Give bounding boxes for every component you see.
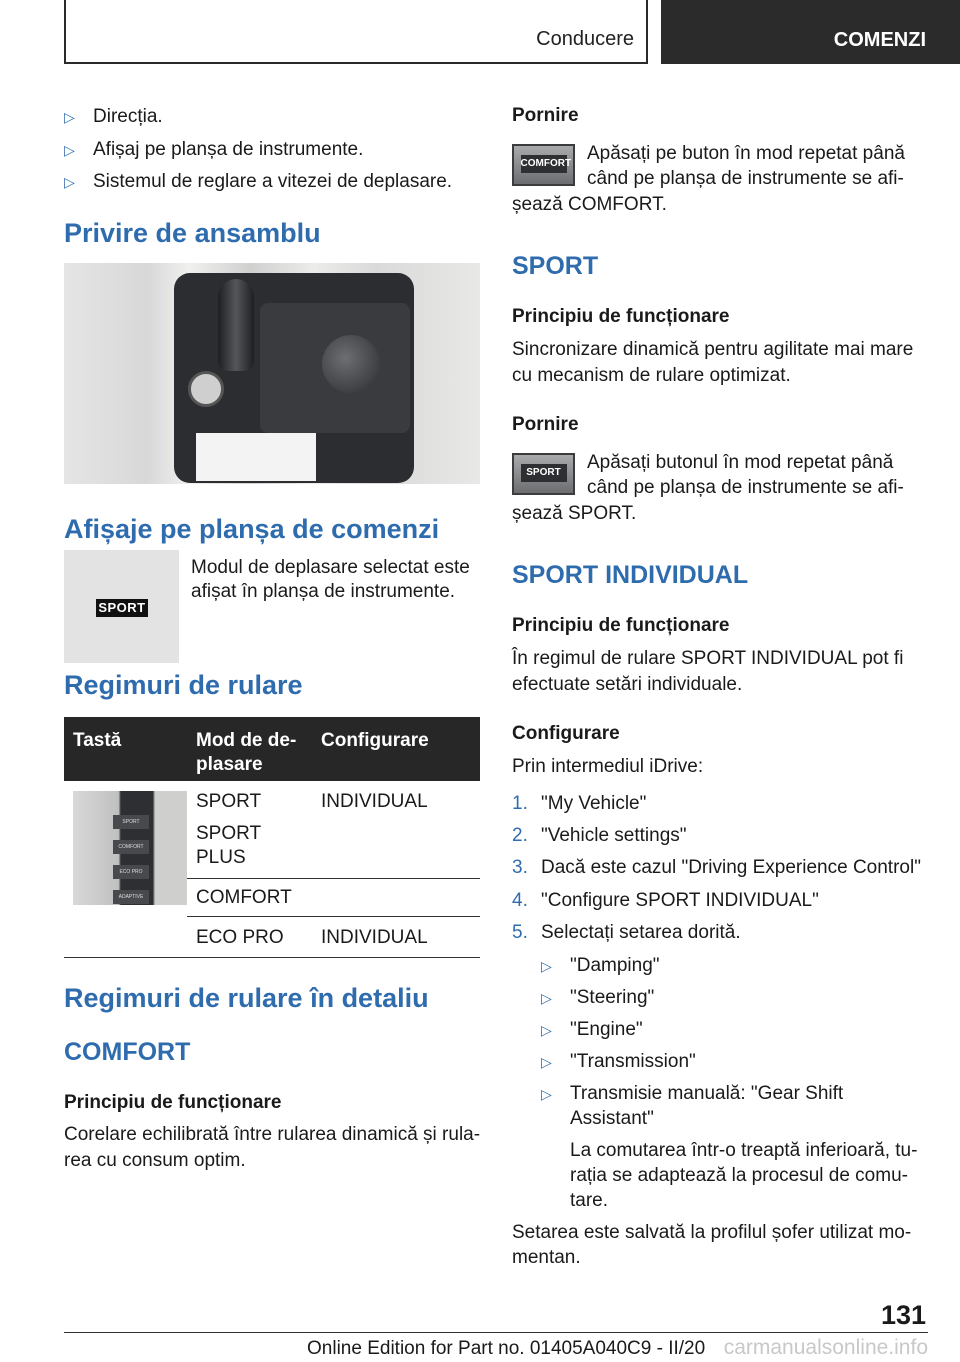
sport-start-heading: Pornire (512, 414, 579, 435)
page-number: 131 (880, 1300, 926, 1330)
comfort-text-line: Corelare echilibrată între rularea dinamică și rula- (64, 1124, 481, 1145)
comfort-text-line: rea cu consum optim. (64, 1150, 246, 1171)
sport-text-line: Sincronizare dinamică pentru agilitate mai mare (512, 339, 914, 360)
table-cell-mode: SPORT (196, 791, 262, 812)
sport-text-line: cu mecanism de rulare optimizat. (512, 365, 791, 386)
table-cell-config: INDIVIDUAL (321, 927, 428, 948)
comfort-start-line: când pe planșa de instrumente se afi- (587, 168, 904, 189)
comfort-start-line: Apăsați pe buton în mod repetat până (587, 143, 905, 164)
table-row-divider (187, 878, 480, 879)
table-row-divider (187, 916, 480, 917)
col-header-mode-cont: plasare (196, 754, 263, 775)
modes-heading: Regimuri de rulare (64, 670, 303, 700)
saved-text-line: Setarea este salvată la profilul șofer utilizat mo- (512, 1222, 912, 1243)
header-section-box (64, 0, 648, 64)
comfort-start-line: șează COMFORT. (512, 194, 667, 215)
table-bottom-rule (64, 957, 480, 958)
individual-heading: SPORT INDIVIDUAL (512, 561, 749, 589)
triangle-bullet-icon: ▷ (64, 174, 75, 190)
comfort-principle-heading: Principiu de funcționare (64, 1092, 282, 1113)
sport-heading: SPORT (512, 252, 599, 280)
watermark: carmanualsonline.info (723, 1336, 928, 1359)
sport-start-line: Apăsați butonul în mod repetat până (587, 452, 894, 473)
sport-principle-heading: Principiu de funcționare (512, 306, 730, 327)
triangle-bullet-icon: ▷ (541, 958, 552, 974)
driving-mode-buttons-photo: SPORT COMFORT ECO PRO ADAPTIVE (73, 791, 187, 905)
sport-start-line: șează SPORT. (512, 503, 637, 524)
table-header (64, 717, 480, 781)
console-graphic (174, 273, 414, 483)
config-heading: Configurare (512, 723, 620, 744)
table-cell-mode: ECO PRO (196, 927, 284, 948)
display-text-line: Modul de deplasare selectat este (191, 557, 470, 578)
comfort-heading: COMFORT (64, 1038, 191, 1066)
table-cell-mode: COMFORT (196, 887, 292, 908)
footer-edition: Online Edition for Part no. 01405A040C9 - II/20 (307, 1338, 706, 1359)
triangle-bullet-icon: ▷ (541, 1022, 552, 1038)
triangle-bullet-icon: ▷ (541, 990, 552, 1006)
table-cell-mode-cont: PLUS (196, 847, 246, 868)
idrive-knob-icon (322, 335, 380, 393)
triangle-bullet-icon: ▷ (541, 1054, 552, 1070)
sub-note-line: tare. (570, 1190, 609, 1211)
sub-list-item-cont: Assistant" (570, 1108, 654, 1129)
sport-button-image (512, 453, 575, 495)
individual-principle-heading: Principiu de funcționare (512, 615, 730, 636)
col-header-key: Tastă (73, 730, 122, 751)
sub-note-line: La comutarea într-o treaptă inferioară, tu- (570, 1140, 918, 1161)
saved-text-line: mentan. (512, 1247, 581, 1268)
header-section-label: Conducere (536, 28, 634, 50)
start-stop-icon (188, 371, 224, 407)
table-cell-mode: SPORT (196, 823, 262, 844)
table-cell-config: INDIVIDUAL (321, 791, 428, 812)
display-text-line: afișat în planșa de instrumente. (191, 581, 456, 602)
comfort-button-label: COMFORT (521, 155, 567, 173)
triangle-bullet-icon: ▷ (64, 109, 75, 125)
header-chapter-box (661, 0, 960, 64)
sport-start-line: când pe planșa de instrumente se afi- (587, 477, 904, 498)
triangle-bullet-icon: ▷ (541, 1086, 552, 1102)
footer-rule (64, 1332, 928, 1333)
center-console-photo (64, 263, 480, 484)
comfort-button-image (512, 144, 575, 186)
overview-heading: Privire de ansamblu (64, 218, 321, 248)
sport-button-label: SPORT (521, 464, 567, 482)
col-header-config: Configurare (321, 730, 429, 751)
comfort-start-heading: Pornire (512, 105, 579, 126)
col-header-mode: Mod de de- (196, 730, 297, 751)
triangle-bullet-icon: ▷ (64, 142, 75, 158)
sport-display-image (64, 550, 179, 663)
sub-note-line: rația se adaptează la procesul de comu- (570, 1165, 908, 1186)
individual-text-line: efectuate setări individuale. (512, 674, 743, 695)
sport-lcd: SPORT (96, 599, 148, 617)
header-chapter-label: COMENZI (833, 29, 926, 51)
display-heading: Afișaje pe planșa de comenzi (64, 514, 440, 544)
individual-text-line: În regimul de rulare SPORT INDIVIDUAL pot fi (512, 648, 904, 669)
gear-selector-icon (218, 279, 254, 371)
config-intro: Prin intermediul iDrive: (512, 756, 704, 777)
detail-heading: Regimuri de rulare în detaliu (64, 983, 429, 1013)
